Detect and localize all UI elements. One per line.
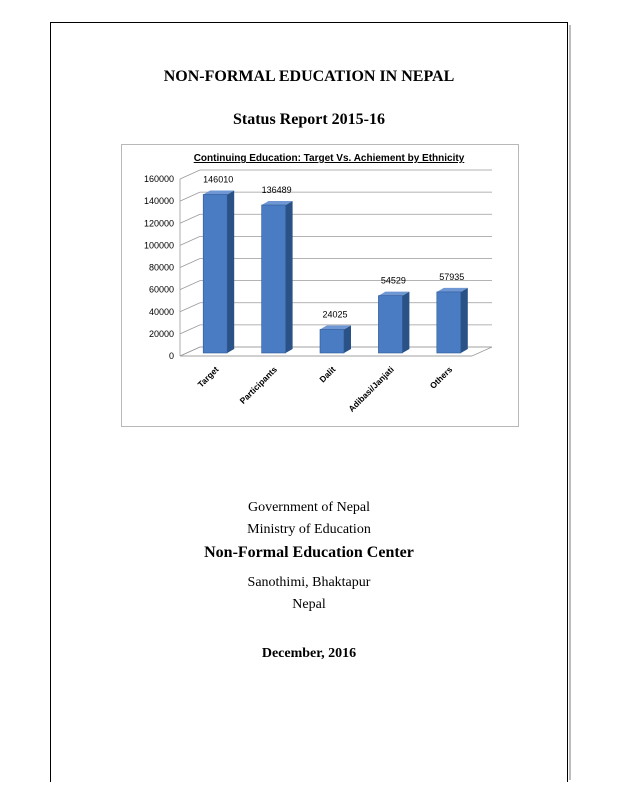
y-tick-label: 60000: [148, 284, 174, 295]
bar-side: [461, 288, 468, 353]
gridline-side: [180, 281, 200, 290]
y-tick-label: 140000: [143, 196, 174, 207]
x-tick-label: Dalit: [317, 364, 338, 385]
address-line-1: Sanothimi, Bhaktapur: [247, 575, 371, 590]
document-title: NON-FORMAL EDUCATION IN NEPAL: [163, 68, 455, 85]
chart-plot-area: [144, 170, 492, 414]
center-name: Non-Formal Education Center: [204, 544, 414, 561]
data-label: 136489: [261, 185, 292, 196]
x-tick-label: Participants: [237, 364, 280, 406]
x-tick-label: Target: [195, 364, 221, 390]
y-tick-label: 80000: [148, 262, 174, 273]
data-label: 54529: [380, 275, 406, 286]
gridline-side: [180, 236, 200, 245]
bar-side: [286, 201, 293, 353]
bar: [262, 205, 286, 353]
data-label: 146010: [203, 174, 234, 185]
bar-chart: [122, 145, 518, 426]
data-label: 57935: [439, 271, 465, 282]
ministry-name: Ministry of Education: [247, 522, 371, 537]
gridline-side: [180, 303, 200, 312]
gridline-side: [180, 170, 200, 179]
bar-side: [402, 292, 409, 353]
x-tick-label: Adibasi/Janjati: [346, 364, 396, 414]
chart-title: Continuing Education: Target Vs. Achiement by Ethnicity: [193, 153, 465, 164]
document-subtitle: Status Report 2015-16: [233, 111, 385, 128]
bar: [203, 194, 227, 353]
government-name: Government of Nepal: [247, 500, 371, 515]
y-tick-label: 160000: [143, 174, 174, 184]
bar: [437, 292, 461, 353]
address-line-2: Nepal: [292, 597, 326, 612]
bar-side: [344, 325, 351, 353]
bar-side: [227, 190, 234, 353]
y-tick-label: 20000: [148, 328, 174, 339]
chart-container: [121, 144, 519, 427]
gridline-side: [180, 214, 200, 223]
y-tick-label: 100000: [143, 240, 174, 251]
gridline-side: [180, 325, 200, 334]
bar: [378, 296, 402, 353]
data-label: 24025: [322, 309, 348, 320]
y-tick-label: 0: [168, 351, 174, 361]
y-tick-label: 40000: [148, 306, 174, 317]
y-tick-label: 120000: [143, 218, 174, 229]
bar: [320, 329, 344, 353]
x-tick-label: Others: [427, 364, 455, 391]
gridline-side: [180, 192, 200, 201]
publication-date: December, 2016: [261, 646, 357, 661]
gridline-side: [180, 259, 200, 268]
